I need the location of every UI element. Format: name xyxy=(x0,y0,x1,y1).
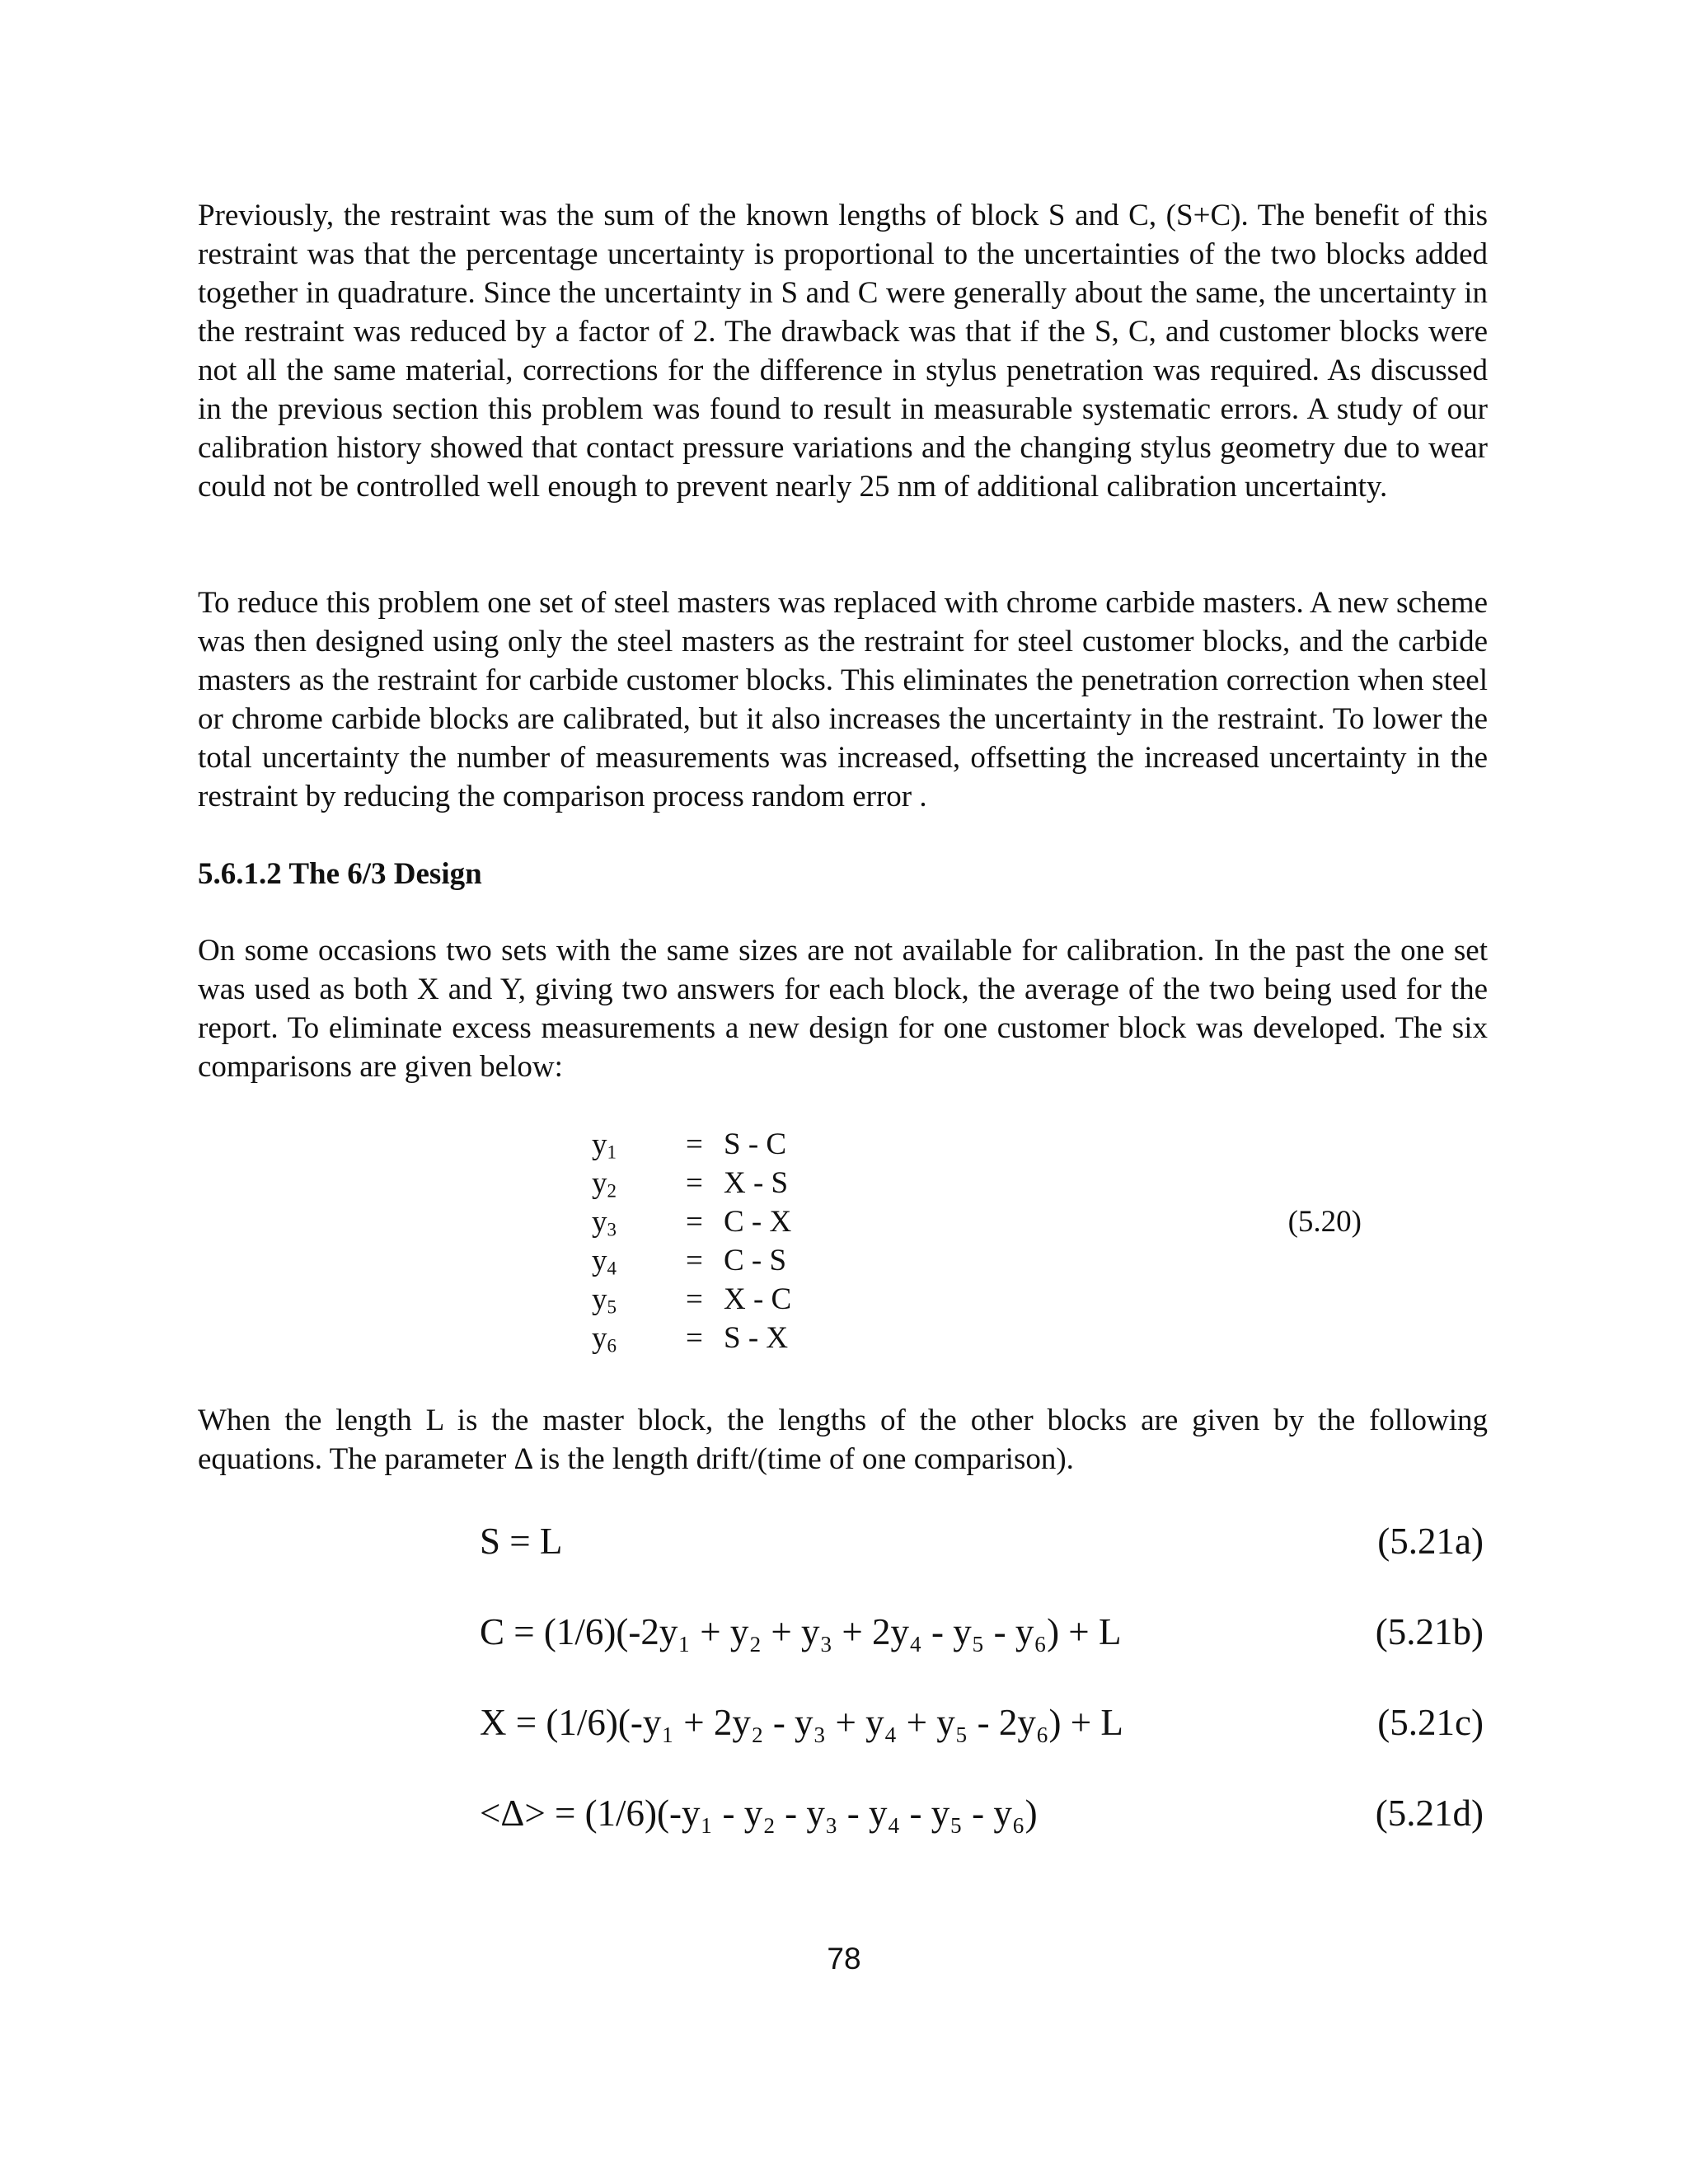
paragraph-chrome-carbide-masters: To reduce this problem one set of steel masters was replaced with chrome carbide masters. A new scheme was then designed using only the steel masters as the restraint for steel customer blocks, and the carbide masters as the restraint for carbide customer blocks. This eliminates the penetration correction when steel or chrome carbide blocks are calibrated, but it also increases the uncertainty in the restraint. To lower the total uncertainty the number of measurements was increased, offsetting the increased uncertainty in the restraint by reducing the comparison process random error . xyxy=(198,586,1488,813)
equation-number-5-21d: (5.21d) xyxy=(1375,1793,1484,1834)
equals-sign: = xyxy=(686,1166,703,1200)
equation-number-5-20: (5.20) xyxy=(1287,1205,1362,1239)
equation-5-21a: S = L xyxy=(480,1521,563,1562)
equation-number-5-21b: (5.21b) xyxy=(1375,1611,1484,1652)
comparison-expression: C - S xyxy=(724,1244,787,1277)
comparison-row xyxy=(0,1164,1688,1202)
comparison-row xyxy=(0,1319,1688,1357)
comparison-variable: $y_4$ xyxy=(592,1244,617,1279)
comparison-expression: X - C xyxy=(724,1282,792,1316)
equals-sign: = xyxy=(686,1205,703,1239)
comparison-row xyxy=(0,1241,1688,1280)
comparison-variable: $y_2$ xyxy=(592,1166,617,1202)
comparison-expression: X - S xyxy=(724,1166,789,1200)
equals-sign: = xyxy=(686,1321,703,1355)
equation-number-5-21a: (5.21a) xyxy=(1377,1521,1484,1562)
comparison-row xyxy=(0,1202,1688,1241)
equation-5-21d: <Δ> = (1/6)(-y₁ - y₂ - y₃ - y₄ - y₅ - y₆) xyxy=(480,1793,1038,1834)
paragraph-restraint-history: Previously, the restraint was the sum of the known lengths of block S and C, (S+C). The benefit of this restraint was that the percentage uncertainty is proportional to the uncertainties of the two blocks added together in quadrature. Since the uncertainty in S and C were generally about the same, the uncertainty in the restraint was reduced by a factor of 2. The drawback was that if the S, C, and customer blocks were not all the same material, corrections for the difference in stylus penetration was required. As discussed in the previous section this problem was found to result in measurable systematic errors. A study of our calibration history showed that contact pressure variations and the changing stylus geometry due to wear could not be controlled well enough to prevent nearly 25 nm of additional calibration uncertainty. xyxy=(198,199,1488,504)
comparison-variable: $y_6$ xyxy=(592,1321,617,1357)
equation-5-21b: C = (1/6)(-2y₁ + y₂ + y₃ + 2y₄ - y₅ - y₆) + L xyxy=(480,1611,1122,1652)
equals-sign: = xyxy=(686,1282,703,1316)
equals-sign: = xyxy=(686,1127,703,1161)
paragraph-equations-intro: When the length L is the master block, the lengths of the other blocks are given by the following equations. The parameter Δ is the length drift/(time of one comparison). xyxy=(198,1404,1488,1476)
equals-sign: = xyxy=(686,1244,703,1277)
page-number: 78 xyxy=(827,1942,861,1975)
comparison-row xyxy=(0,1280,1688,1319)
equation-5-21c: X = (1/6)(-y₁ + 2y₂ - y₃ + y₄ + y₅ - 2y₆) + L xyxy=(480,1702,1123,1743)
comparison-row xyxy=(0,1125,1688,1164)
comparison-expression: S - X xyxy=(724,1321,789,1355)
comparison-variable: $y_3$ xyxy=(592,1205,617,1240)
equation-number-5-21c: (5.21c) xyxy=(1377,1702,1484,1743)
comparison-expression: C - X xyxy=(724,1205,792,1239)
comparison-variable: $y_5$ xyxy=(592,1282,617,1318)
comparison-expression: S - C xyxy=(724,1127,787,1161)
paragraph-6-3-design-intro: On some occasions two sets with the same sizes are not available for calibration. In the past the one set was used as both X and Y, giving two answers for each block, the average of the two being used for the report. To eliminate excess measurements a new design for one customer block was developed. The six comparisons are given below: xyxy=(198,934,1488,1084)
section-heading: 5.6.1.2 The 6/3 Design xyxy=(198,857,482,891)
comparison-variable: $y_1$ xyxy=(592,1127,617,1163)
